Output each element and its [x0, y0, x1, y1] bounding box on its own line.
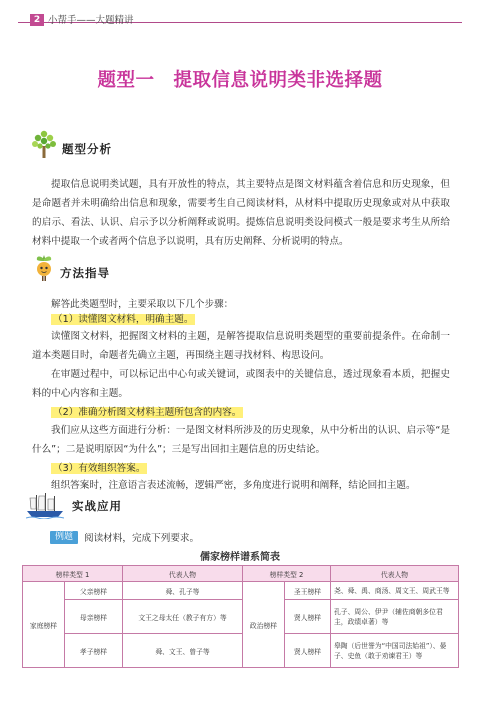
step-2-paragraph: 我们应从这些方面进行分析：一是图文材料所涉及的历史现象，从中分析出的认识、启示等“是什么”；二是说明原因“为什么”；三是写出回扣主题信息的历史结论。 [32, 425, 450, 455]
table-cell: 贤人榜样 [285, 634, 331, 668]
analysis-paragraph: 提取信息说明类试题，具有开放性的特点，其主要特点是图文材料蕴含着信息和历史现象，但是命题者并未明确给出信息和现象，需要考生自己阅读材料，从材料中提取历史现象或对从中获取的启示、看法、认识、启示予以分析阐释或说明。提炼信息说明类设问模式一般是要求考生从所给材料中提取一个或者两个信息予以说明，具有历史阐释、分析说明的特点。 [32, 179, 450, 247]
example-instruction: 阅读材料，完成下列要求。 [84, 533, 200, 544]
table-cell: 舜、孔子等 [123, 582, 243, 600]
section-heading-method: 方法指导 [60, 266, 110, 280]
mascot-icon [30, 253, 58, 283]
table-cell: 孔子、周公、伊尹（辅佐商朝多位君主，政绩卓著）等 [331, 600, 459, 634]
step-1-paragraph-2: 在审题过程中，可以标记出中心句或关键词，或图表中的关键信息，透过现象看本质，把握史料的中心内容和主题。 [32, 369, 450, 399]
section-heading-analysis: 题型分析 [62, 142, 112, 156]
tree-icon [30, 129, 58, 159]
table-row [23, 582, 459, 600]
step-1-paragraph: 读懂图文材料，把握图文材料的主题，是解答提取信息说明类题型的重要前提条件。在命制一道本类题目时，命题者先确立主题，再围绕主题寻找材料、构思设问。 [32, 331, 450, 361]
lineage-table [22, 565, 459, 668]
table-row [23, 634, 459, 668]
page-number: 2 [30, 14, 44, 26]
series-title: 小帮手——大题精讲 [48, 15, 134, 26]
table-cell: 父亲榜样 [65, 582, 123, 600]
method-intro: 解答此类题型时，主要采取以下几个步骤： [51, 299, 234, 310]
table-header-row [23, 566, 459, 582]
table-cell: 尧、舜、禹、商汤、周文王、周武王等 [331, 582, 459, 600]
table-cell: 皋陶（后世誉为“中国司法始祖”）、晏子、史鱼（敢于劝谏君王）等 [331, 634, 459, 668]
step-2-heading: （2）准确分析图文材料主题所包含的内容。 [53, 407, 242, 418]
step-3-heading: （3）有效组织答案。 [53, 463, 146, 474]
page-title: 题型一 提取信息说明类非选择题 [97, 70, 383, 91]
table-row [23, 600, 459, 634]
section-heading-practice: 实战应用 [72, 499, 122, 513]
table-header: 代表人物 [123, 566, 243, 582]
step-1-heading: （1）读懂图文材料，明确主题。 [53, 314, 194, 325]
table-cell: 贤人榜样 [285, 600, 331, 634]
table-title: 儒家榜样谱系简表 [200, 552, 280, 563]
table-header: 代表人物 [331, 566, 459, 582]
table-cell: 母亲榜样 [65, 600, 123, 634]
table-cell: 文王之母太任（教子有方）等 [123, 600, 243, 634]
step-3-paragraph: 组织答案时，注意语言表述流畅，逻辑严密，多角度进行说明和阐释，结论回扣主题。 [51, 480, 416, 491]
example-tag: 例题 [50, 531, 78, 544]
table-header: 榜样类型 1 [23, 566, 123, 582]
sailing-ship-icon [26, 493, 64, 519]
table-cell: 家庭榜样 [23, 582, 65, 668]
table-cell: 舜、文王、曾子等 [123, 634, 243, 668]
table-cell: 孝子榜样 [65, 634, 123, 668]
table-cell: 政治榜样 [243, 582, 285, 668]
table-cell: 圣王榜样 [285, 582, 331, 600]
table-header: 榜样类型 2 [243, 566, 331, 582]
